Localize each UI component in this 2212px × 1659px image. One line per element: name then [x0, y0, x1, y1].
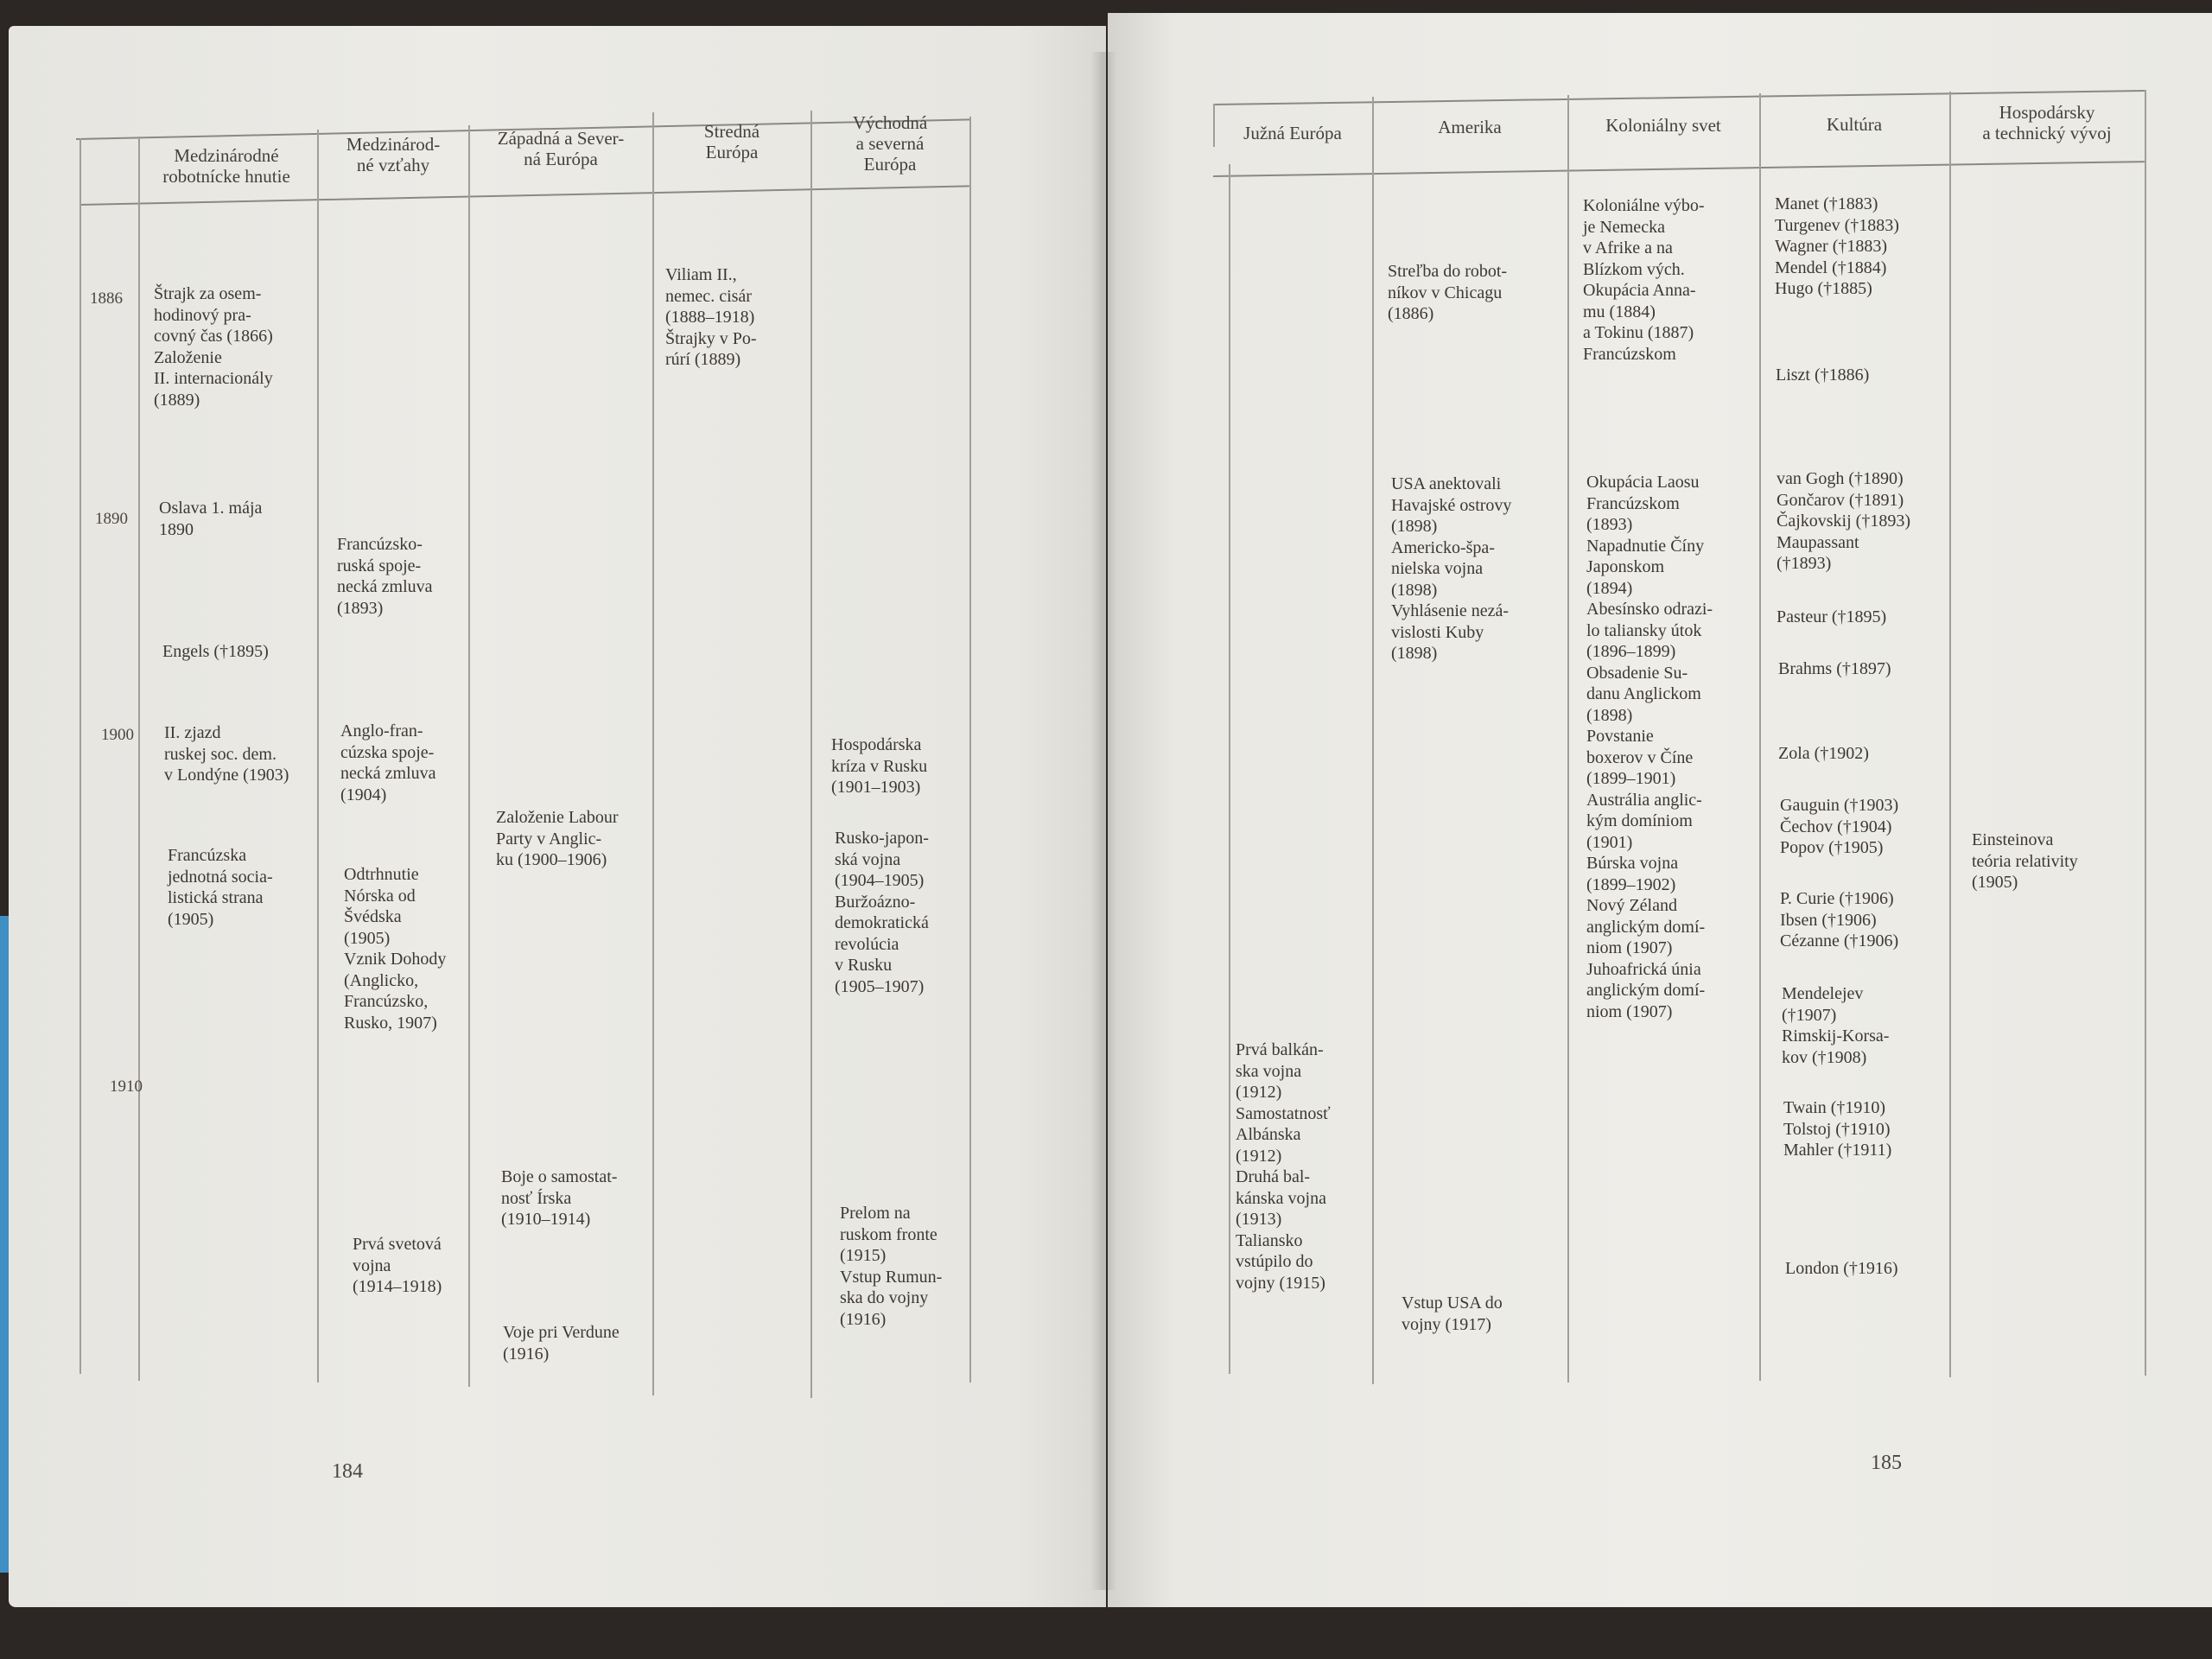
year-label: 1890: [95, 510, 128, 528]
cell-south-europe: Prvá balkán- ska vojna (1912) Samostatnosť Albánska (1912) Druhá bal- kánska vojna (1913) Taliansko vstúpilo do vojny (1915): [1236, 1040, 1331, 1293]
right-header-america: Amerika: [1438, 117, 1502, 137]
cell-culture: Mendelejev (†1907) Rimskij-Korsa- kov (†1908): [1782, 984, 1890, 1067]
cell-culture: Pasteur (†1895): [1777, 607, 1887, 626]
cell-labor-movement: Francúzska jednotná socia- listická strana (1905): [168, 846, 273, 929]
cell-east-north-europe: Hospodárska kríza v Rusku (1901–1903): [831, 735, 928, 797]
right-col-line: [1949, 92, 1951, 1377]
left-header-col3: Západná a Sever- ná Európa: [497, 128, 625, 169]
left-header-col2: Medzinárod- né vzťahy: [346, 134, 441, 175]
book-gutter: [1090, 52, 1116, 1590]
cell-colonial: Koloniálne výbo- je Nemecka v Afrike a na Blízkom vých. Okupácia Anna- mu (1884) a Tokinu (1887) Francúzskom: [1583, 196, 1705, 364]
cell-central-europe: Viliam II., nemec. cisár (1888–1918) Štrajky v Po- rúrí (1889): [665, 265, 757, 369]
cell-america: Streľba do robot- níkov v Chicagu (1886): [1388, 262, 1508, 323]
left-col-line: [810, 111, 812, 1398]
cell-west-north-europe: Voje pri Verdune (1916): [503, 1323, 620, 1363]
cell-culture: van Gogh (†1890) Gončarov (†1891) Čajkovskij (†1893) Maupassant (†1893): [1777, 469, 1910, 573]
cell-east-north-europe: Rusko-japon- ská vojna (1904–1905) Buržoázno- demokratická revolúcia v Rusku (1905–1907): [835, 829, 929, 996]
right-header-colonial: Koloniálny svet: [1605, 115, 1721, 136]
left-header-col1: Medzinárodné robotnícke hnutie: [162, 145, 290, 187]
cell-labor-movement: Engels (†1895): [162, 642, 269, 661]
right-header-economy: Hospodársky a technický vývoj: [1982, 102, 2112, 143]
page-number-right: 185: [1871, 1452, 1902, 1474]
cell-east-north-europe: Prelom na ruskom fronte (1915) Vstup Rumun- ska do vojny (1916): [840, 1204, 943, 1329]
cell-culture: Twain (†1910) Tolstoj (†1910) Mahler (†1911): [1783, 1098, 1892, 1160]
cell-culture: Manet (†1883) Turgenev (†1883) Wagner (†1883) Mendel (†1884) Hugo (†1885): [1775, 194, 1899, 298]
right-header-culture: Kultúra: [1826, 114, 1883, 135]
left-col-line: [79, 138, 81, 1374]
right-header-south-europe: Južná Európa: [1243, 123, 1342, 143]
cell-intl-relations: Odtrhnutie Nórska od Švédska (1905) Vznik Dohody (Anglicko, Francúzsko, Rusko, 1907): [344, 865, 447, 1033]
year-label: 1910: [110, 1077, 143, 1096]
cell-america: Vstup USA do vojny (1917): [1402, 1294, 1503, 1334]
cell-intl-relations: Francúzsko- ruská spoje- necká zmluva (1893): [337, 535, 433, 618]
cell-culture: Liszt (†1886): [1776, 365, 1870, 385]
cell-intl-relations: Anglo-fran- cúzska spoje- necká zmluva (1904): [340, 721, 436, 804]
cell-culture: Brahms (†1897): [1778, 659, 1891, 678]
cell-culture: P. Curie (†1906) Ibsen (†1906) Cézanne (†1906): [1780, 889, 1899, 950]
cell-america: USA anektovali Havajské ostrovy (1898) Americko-špa- nielska vojna (1898) Vyhlásenie nezá- vislosti Kuby (1898): [1391, 474, 1512, 663]
cell-culture: London (†1916): [1785, 1259, 1898, 1278]
page-number-left: 184: [332, 1460, 363, 1483]
year-label: 1900: [101, 726, 134, 744]
year-label: 1886: [90, 289, 123, 308]
cell-west-north-europe: Boje o samostat- nosť Írska (1910–1914): [501, 1167, 618, 1229]
cell-culture: Zola (†1902): [1778, 744, 1869, 763]
cell-intl-relations: Prvá svetová vojna (1914–1918): [353, 1235, 442, 1296]
cell-colonial: Okupácia Laosu Francúzskom (1893) Napadnutie Číny Japonskom (1894) Abesínsko odrazi- lo taliansky útok (1896–1899) Obsadenie Su- danu Anglickom (1898) Povstanie boxerov v Číne (1899–1901) Austrália anglic- kým domíniom (1901) Búrska vojna (1899–1902) Nový Zéland anglickým domí- niom (1907) Juhoafrická únia anglickým domí- niom (1907): [1586, 473, 1713, 1021]
cell-economy: Einsteinova teória relativity (1905): [1972, 830, 2078, 892]
cell-culture: Gauguin (†1903) Čechov (†1904) Popov (†1905): [1780, 796, 1899, 857]
cell-labor-movement: II. zjazd ruskej soc. dem. v Londýne (1903): [164, 723, 289, 785]
cell-labor-movement: Oslava 1. mája 1890: [159, 499, 263, 539]
cell-west-north-europe: Založenie Labour Party v Anglic- ku (1900–1906): [496, 808, 619, 869]
right-col-line: [1229, 164, 1230, 1374]
cell-labor-movement: Štrajk za osem- hodinový pra- covný čas (1866) Založenie II. internacionály (1889): [154, 284, 273, 410]
left-header-col5: Východná a severná Európa: [852, 112, 928, 175]
left-col-line: [138, 137, 140, 1381]
left-header-col4: Stredná Európa: [703, 121, 760, 162]
right-col-line: [2145, 90, 2146, 1376]
